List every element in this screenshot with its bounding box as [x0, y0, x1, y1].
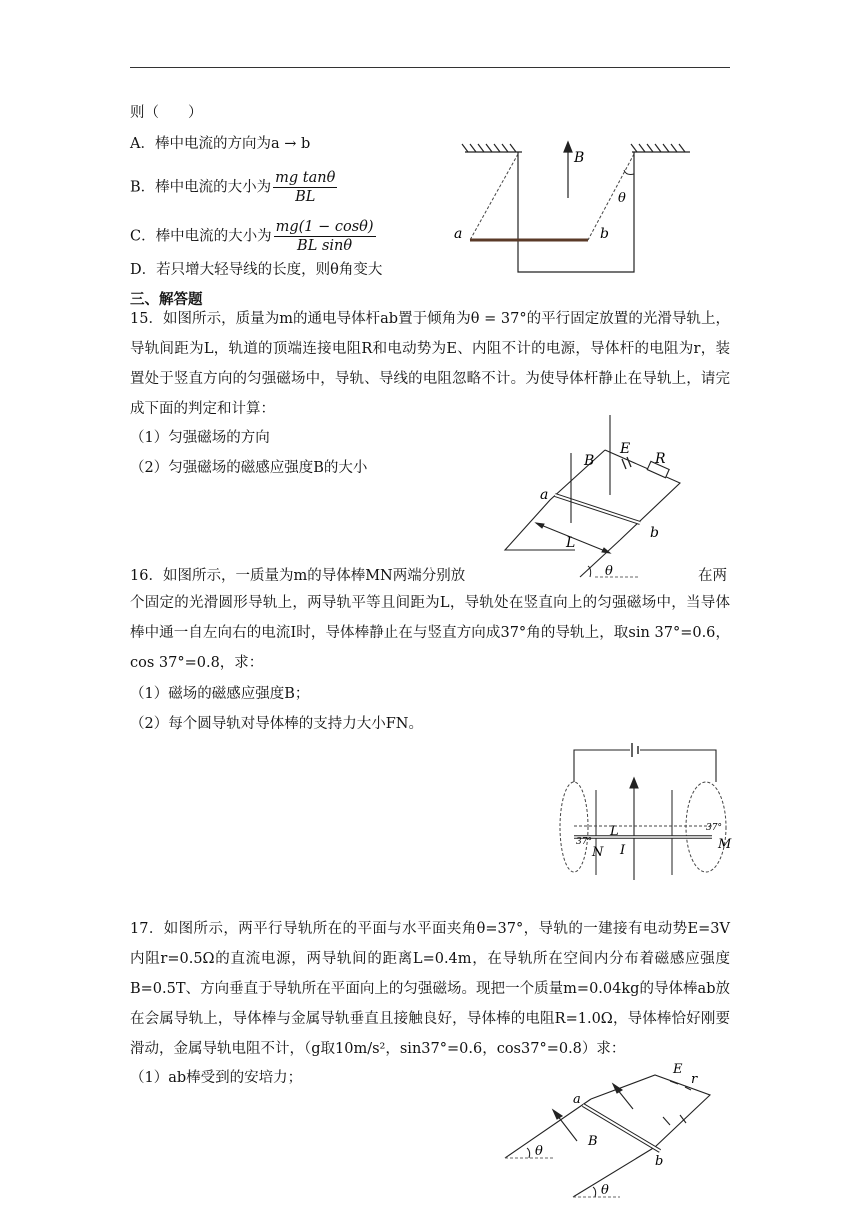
- q16-field-arrow: [630, 778, 638, 880]
- q17-label-theta-2: θ: [601, 1183, 609, 1198]
- q14-option-b-fraction: [273, 169, 337, 206]
- q14-label-theta: θ: [618, 191, 626, 206]
- q16-figure: [552, 740, 742, 885]
- q17-theta-arc-1: [527, 1148, 530, 1158]
- q17-label-E: E: [673, 1062, 683, 1077]
- q16-text: 个固定的光滑圆形导轨上，两导轨平等且间距为L，导轨处在竖直向上的匀强磁场中，当导体棒中通一自左向右的电流I时，导体棒静止在与竖直方向成37°角的导轨上，取sin 37°=0.6，cos 37°=0.8，求：: [130, 595, 730, 671]
- q14-theta-arc: [624, 170, 634, 175]
- q14-option-c-denominator: BL sinθ: [297, 238, 353, 254]
- q14-option-d: D．若只增大轻导线的长度，则θ角变大: [130, 262, 383, 278]
- q14-option-c-numerator: mg(1 − cosθ): [275, 219, 374, 235]
- q17-theta-arc-2: [593, 1187, 596, 1197]
- q14-wire-frame: [518, 152, 634, 272]
- q16-sub2: （2）每个圆导轨对导体棒的支持力大小FN。: [130, 716, 423, 732]
- q16-label-M: M: [718, 837, 732, 852]
- q14-right-thread: [588, 154, 634, 240]
- q14-option-c: [130, 218, 378, 255]
- q14-option-c-fraction: [274, 218, 376, 255]
- q16-label-N: N: [592, 845, 604, 860]
- q14-figure: [440, 140, 710, 280]
- q17-figure: [505, 1062, 720, 1210]
- q14-option-b-prefix: B．棒中电流的大小为: [130, 179, 272, 196]
- q14-label-a: a: [454, 226, 463, 242]
- q15-conductor-rod-inner: [555, 495, 640, 523]
- q16-label-angle-right: 37°: [706, 823, 722, 833]
- q16-sub1: （1）磁场的磁感应强度B；: [130, 686, 310, 702]
- q14-option-b-denominator: BL: [295, 189, 316, 205]
- q17-right-rail: [573, 1147, 655, 1197]
- q16-line1-end: 在两: [698, 568, 727, 584]
- q14-left-thread: [470, 154, 518, 240]
- q15-label-E: E: [620, 441, 631, 457]
- header-rule: [130, 67, 730, 68]
- q16-label-angle-left: 37°: [576, 837, 592, 847]
- q15-incline-slope: [580, 540, 620, 577]
- q17-sub1: （1）ab棒受到的安培力；: [130, 1070, 303, 1086]
- q14-label-B: B: [574, 150, 585, 166]
- q15-figure: [500, 415, 700, 585]
- q15-sub2: （2）匀强磁场的磁感应强度B的大小: [130, 460, 368, 476]
- q14-option-c-prefix: C．棒中电流的大小为: [130, 228, 272, 245]
- q14-option-b: [130, 169, 339, 206]
- q16-battery-icon: [632, 743, 638, 757]
- q16-left-ring: [560, 782, 588, 872]
- q17-label-r: r: [691, 1072, 698, 1087]
- section-title: 三、解答题: [130, 291, 203, 308]
- q14-option-a: A．棒中电流的方向为a → b: [130, 136, 311, 152]
- q16-circuit-wire: [574, 750, 716, 782]
- q17-label-B: B: [588, 1134, 598, 1149]
- q15-sub1: （1）匀强磁场的方向: [130, 430, 270, 446]
- q14-option-b-numerator: mg tanθ: [275, 170, 336, 186]
- q15-battery-icon: [622, 457, 631, 469]
- q17-label-b: b: [655, 1154, 664, 1169]
- q16-line1-start: 16．如图所示，一质量为m的导体棒MN两端分别放: [130, 568, 466, 584]
- q14-stem-tail: 则（ ）: [130, 105, 203, 121]
- q15-label-a: a: [540, 487, 549, 503]
- q17-left-rail: [505, 1099, 591, 1158]
- q17-text: 17．如图所示，两平行导轨所在的平面与水平面夹角θ=37°，导轨的一建接有电动势E=3V内阻r=0.5Ω的直流电源，两导轨间的距离L=0.4m，在导轨所在空间内分布着磁感应强度B=0.5T、方向垂直于导轨所在平面向上的匀强磁场。现把一个质量m=0.04kg的导体棒ab放在会属导轨上，导体棒与金属导轨垂直且接触良好，导体棒的电阻R=1.0Ω，导体棒恰好刚要滑动，金属导轨电阻不计，（g取10m/s²，sin37°=0.6，cos37°=0.8）求：: [130, 921, 730, 1057]
- q15-label-b: b: [650, 525, 659, 541]
- q16-label-I: I: [620, 843, 626, 858]
- q15-text: 15．如图所示，质量为m的通电导体杆ab置于倾角为θ = 37°的平行固定放置的光滑导轨上，导轨间距为L，轨道的顶端连接电阻R和电动势为E、内阻不计的电源，导体杆的电阻为r，装置处于竖直方向的匀强磁场中，导轨、导线的电阻忽略不计。为使导体杆静止在导轨上，请完成下面的判定和计算：: [130, 311, 730, 417]
- q14-ceiling-left: [462, 144, 522, 152]
- q17-label-a: a: [573, 1092, 581, 1107]
- q14-label-b: b: [600, 226, 609, 242]
- q16-label-L: L: [610, 824, 619, 839]
- q14-ceiling-right: [631, 144, 690, 152]
- q15-label-B: B: [584, 453, 595, 469]
- q14-field-arrow: [564, 142, 572, 198]
- q15-label-L: L: [566, 535, 576, 551]
- q17-label-theta-1: θ: [535, 1144, 543, 1159]
- q15-label-R: R: [655, 451, 666, 467]
- q15-label-theta: θ: [605, 564, 613, 579]
